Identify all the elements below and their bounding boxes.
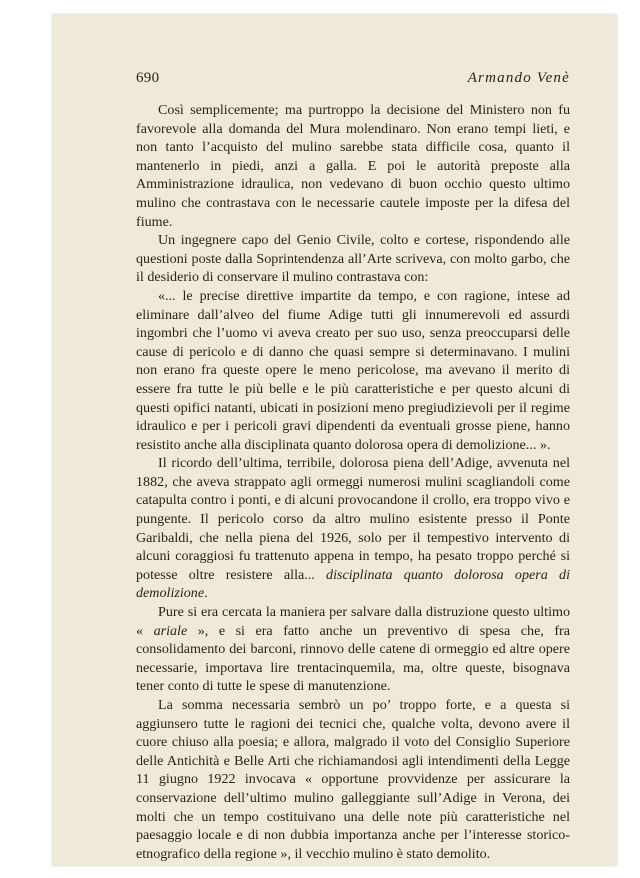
- paragraph-5-italic-word: ariale: [153, 622, 188, 639]
- quoted-paragraph: [136, 287, 570, 454]
- paragraph-5-text-end: », e si era fatto anche un preventivo di spesa che, fra consolidamento dei barconi, rinnovo delle catene di ormeggio ed altre opere necessarie, importava lire trentacinquemila, ma, oltre queste, bisognava tener conto di tutte le spese di manutenzione.: [136, 622, 570, 695]
- running-head-author: Armando Venè: [467, 70, 570, 86]
- paragraph-4: [136, 454, 570, 603]
- paragraph-4-italic-phrase: disciplinata quanto dolorosa opera di demolizione: [136, 566, 570, 602]
- paragraph-5-text-start: Pure si era cercata la maniera per salvare dalla distruzione questo ultimo «: [136, 604, 570, 639]
- paragraph-5: [136, 603, 570, 696]
- paragraph-2: [136, 231, 570, 287]
- paragraph-6-text: La somma necessaria sembrò un po’ troppo forte, e a questa si aggiunsero tutte le ragioni dei tecnici che, qualche volta, devono avere il cuore chiuso alla poesia; e allora, malgrado il voto del Consiglio Superiore delle Antichità e Belle Arti che richiamandosi agli intendimenti della Legge 11 giugno 1922 invocava « opportune provvidenze per assicurare la conservazione dell’ultimo mulino galleggiante sull’Adige in Verona, dei molti che un tempo costituivano una delle note più caratteristiche nel paesaggio locale e di non dubbia importanza anche per l’interesse storico-etnografico della regione », il vecchio mulino è stato demolito.: [136, 697, 570, 862]
- quoted-paragraph-text: «... le precise direttive impartite da tempo, e con ragione, intese ad eliminare dall’alveo del fiume Adige tutti gli innumerevoli ed assurdi ingombri che l’uomo vi aveva creato per suo uso, senza preoccuparsi delle cause di pericolo e di danno che quasi sempre si determinavano. I mulini non erano fra queste opere le meno pericolose, ma avevano il merito di essere fra tutte le più belle e le più caratteristiche e per questo alcuni di questi opifici natanti, ubicati in posizioni meno pregiudizievoli per il regime idraulico e per i pericoli gravi dipendenti da eventuali grosse piene, hanno resistito anche alla disciplinata quanto dolorosa opera di demolizione... ».: [136, 287, 570, 453]
- paragraph-6: [136, 696, 570, 863]
- page-content: [136, 70, 570, 863]
- page-number: 690: [136, 70, 160, 86]
- paragraph-4-end: .: [204, 585, 208, 602]
- book-page: [52, 14, 617, 866]
- running-head: [136, 70, 570, 87]
- paragraph-1: [136, 101, 570, 231]
- body-text: [136, 101, 570, 863]
- paragraph-4-text: Il ricordo dell’ultima, terribile, dolorosa piena dell’Adige, avvenuta nel 1882, che aveva strappato agli ormeggi numerosi mulini scagliandoli come catapulta contro i ponti, e di alcuni provocandone il crollo, era troppo vivo e pungente. Il pericolo corso da altro mulino esistente presso il Ponte Garibaldi, che nella piena del 1926, solo per il tempestivo intervento di alcuni coraggiosi fu trattenuto appena in tempo, ha pesato troppo perché si potesse oltre resistere alla...: [136, 455, 570, 583]
- paragraph-2-text: Un ingegnere capo del Genio Civile, colto e cortese, rispondendo alle questioni poste dalla Soprintendenza all’Arte scriveva, con molto garbo, che il desiderio di conservare il mulino contrastava con:: [136, 232, 570, 286]
- paragraph-1-text: Così semplicemente; ma purtroppo la decisione del Ministero non fu favorevole alla domanda del Mura molendinaro. Non erano tempi lieti, e non tanto l’acquisto del mulino sarebbe stata difficile cosa, quanto il mantenerlo in piedi, anzi a galla. E poi le autorità preposte alla Amministrazione idraulica, non vedevano di buon occhio questo ultimo mulino che contrastava con le necessarie cautele imposte per la difesa del fiume.: [136, 102, 570, 230]
